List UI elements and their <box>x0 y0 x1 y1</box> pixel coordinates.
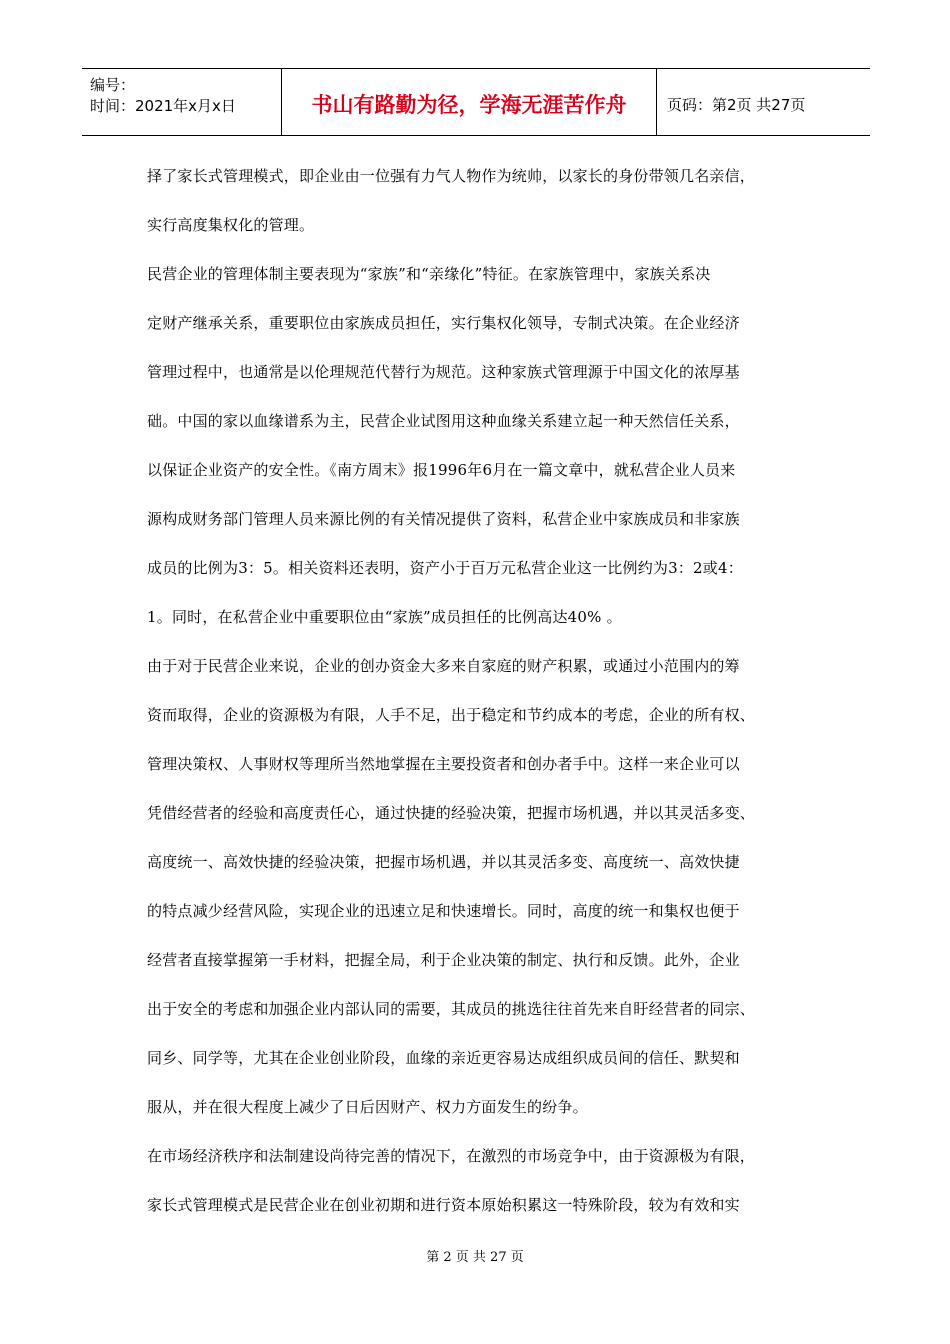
body-line: 实行高度集权化的管理。 <box>147 216 315 234</box>
body-line: 民营企业的管理体制主要表现为“家族”和“亲缘化”特征。在家族管理中，家族关系决 <box>147 265 711 283</box>
body-line: 由于对于民营企业来说，企业的创办资金大多来自家庭的财产积累，或通过小范围内的筹 <box>147 657 740 675</box>
body-line: 管理决策权、人事财权等理所当然地掌握在主要投资者和创办者手中。这样一来企业可以 <box>147 755 740 773</box>
body-line: 家长式管理模式是民营企业在创业初期和进行资本原始积累这一特殊阶段，较为有效和实 <box>147 1196 740 1214</box>
body-line: 凭借经营者的经验和高度责任心，通过快捷的经验决策，把握市场机遇，并以其灵活多变、 <box>147 804 756 822</box>
body-line: 资而取得，企业的资源极为有限，人手不足，出于稳定和节约成本的考虑，企业的所有权、 <box>147 706 756 724</box>
document-body <box>147 152 807 1230</box>
body-line: 高度统一、高效快捷的经验决策，把握市场机遇，并以其灵活多变、高度统一、高效快捷 <box>147 853 740 871</box>
page-footer: 第 2 页 共 27 页 <box>426 1250 524 1265</box>
header-meta <box>82 69 282 135</box>
body-line: 择了家长式管理模式，即企业由一位强有力气人物作为统帅，以家长的身份带领几名亲信， <box>147 167 756 185</box>
body-line: 经营者直接掌握第一手材料，把握全局，利于企业决策的制定、执行和反馈。此外，企业 <box>147 951 740 969</box>
document-number-label: 编号： <box>90 76 136 94</box>
body-line: 在市场经济秩序和法制建设尚待完善的情况下，在激烈的市场竞争中，由于资源极为有限， <box>147 1147 756 1165</box>
body-line: 同乡、同学等，尤其在企业创业阶段，血缘的亲近更容易达成组织成员间的信任、默契和 <box>147 1049 740 1067</box>
header-page-info: 页码：第2页 共27页 <box>667 95 806 114</box>
body-line: 成员的比例为3：5。相关资料还表明，资产小于百万元私营企业这一比例约为3：2或4： <box>147 559 743 577</box>
body-line: 1。同时，在私营企业中重要职位由“家族”成员担任的比例高达40% 。 <box>147 608 622 626</box>
body-line: 服从，并在很大程度上减少了日后因财产、权力方面发生的纷争。 <box>147 1098 588 1116</box>
document-date: 时间：2021年x月x日 <box>90 97 236 115</box>
body-line: 定财产继承关系，重要职位由家族成员担任，实行集权化领导，专制式决策。在企业经济 <box>147 314 740 332</box>
body-line: 出于安全的考虑和加强企业内部认同的需要，其成员的挑选往往首先来自盱经营者的同宗、 <box>147 1000 756 1018</box>
document-header <box>82 68 870 136</box>
header-motto: 书山有路勤为径，学海无涯苦作舟 <box>282 69 657 135</box>
body-line: 础。中国的家以血缘谱系为主，民营企业试图用这种血缘关系建立起一种天然信任关系， <box>147 412 740 430</box>
body-line: 源构成财务部门管理人员来源比例的有关情况提供了资料，私营企业中家族成员和非家族 <box>147 510 740 528</box>
body-line: 的特点减少经营风险，实现企业的迅速立足和快速增长。同时，高度的统一和集权也便于 <box>147 902 740 920</box>
body-line: 以保证企业资产的安全性。《南方周末》报1996年6月在一篇文章中，就私营企业人员来 <box>147 461 736 479</box>
body-line: 管理过程中，也通常是以伦理规范代替行为规范。这种家族式管理源于中国文化的浓厚基 <box>147 363 740 381</box>
